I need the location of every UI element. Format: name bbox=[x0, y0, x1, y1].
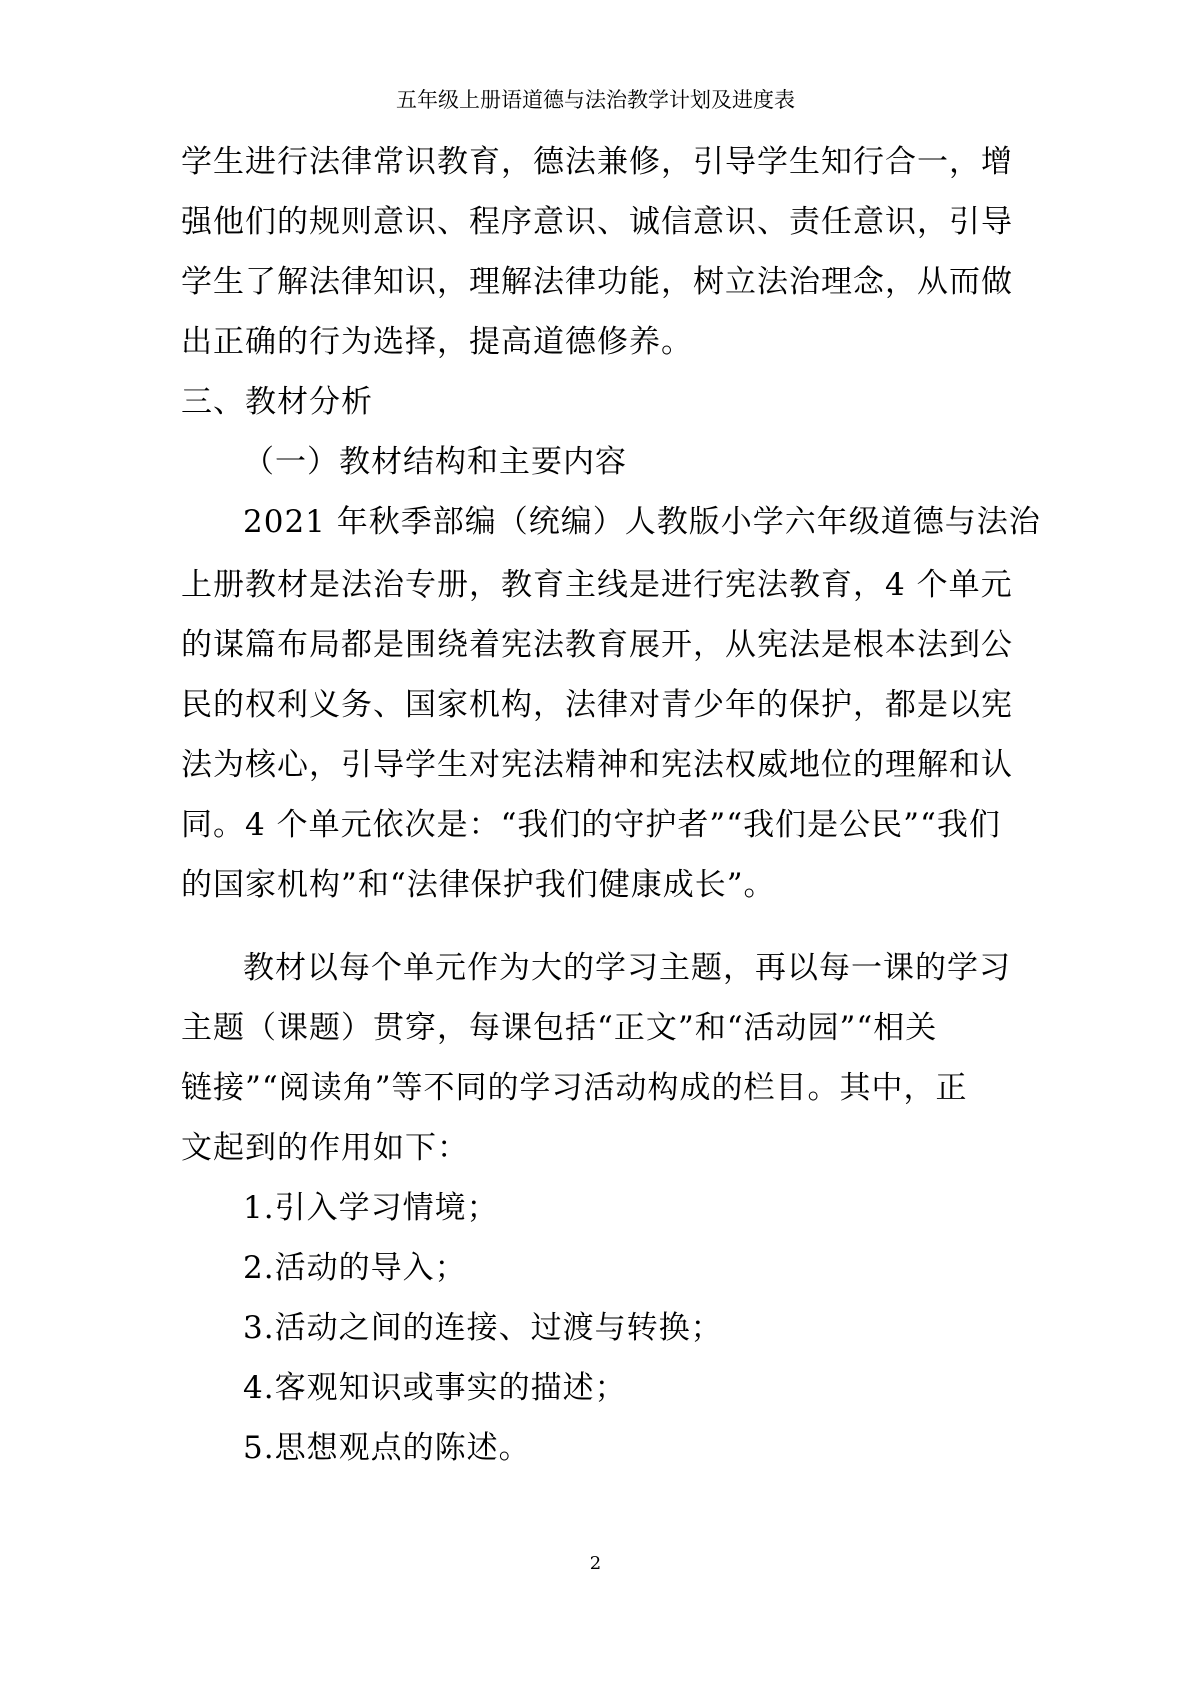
text-line: 民的权利义务、国家机构，法律对青少年的保护，都是以宪 bbox=[181, 687, 1013, 723]
text-line: 教材以每个单元作为大的学习主题，再以每一课的学习 bbox=[243, 950, 1011, 986]
text-line: 上册教材是法治专册，教育主线是进行宪法教育，4 个单元 bbox=[181, 567, 1013, 603]
text-line: 出正确的行为选择，提高道德修养。 bbox=[181, 324, 693, 360]
text-line: 法为核心，引导学生对宪法精神和宪法权威地位的理解和认 bbox=[181, 747, 1013, 783]
text-line: 强他们的规则意识、程序意识、诚信意识、责任意识，引导 bbox=[181, 204, 1013, 240]
subsection-heading: （一）教材结构和主要内容 bbox=[243, 444, 627, 480]
text-line: 2021 年秋季部编（统编）人教版小学六年级道德与法治 bbox=[243, 504, 1041, 540]
text-line: 同。4 个单元依次是：“我们的守护者”“我们是公民”“我们 bbox=[181, 807, 1001, 843]
page-header-title: 五年级上册语道德与法治教学计划及进度表 bbox=[396, 88, 795, 112]
text-line: 文起到的作用如下： bbox=[181, 1130, 469, 1166]
page-number: 2 bbox=[589, 1553, 602, 1574]
text-line: 的国家机构”和“法律保护我们健康成长”。 bbox=[181, 867, 776, 903]
list-item: 2.活动的导入； bbox=[243, 1250, 467, 1286]
text-line: 学生了解法律知识，理解法律功能，树立法治理念，从而做 bbox=[181, 264, 1013, 300]
list-item: 1.引入学习情境； bbox=[243, 1190, 499, 1226]
list-item: 4.客观知识或事实的描述； bbox=[243, 1370, 627, 1406]
section-heading: 三、教材分析 bbox=[181, 384, 373, 420]
text-line: 学生进行法律常识教育，德法兼修，引导学生知行合一，增 bbox=[181, 144, 1013, 180]
text-line: 链接”“阅读角”等不同的学习活动构成的栏目。其中，正 bbox=[181, 1070, 968, 1106]
text-line: 主题（课题）贯穿，每课包括“正文”和“活动园”“相关 bbox=[181, 1010, 938, 1046]
list-item: 5.思想观点的陈述。 bbox=[243, 1430, 531, 1466]
text-line: 的谋篇布局都是围绕着宪法教育展开，从宪法是根本法到公 bbox=[181, 627, 1013, 663]
list-item: 3.活动之间的连接、过渡与转换； bbox=[243, 1310, 723, 1346]
